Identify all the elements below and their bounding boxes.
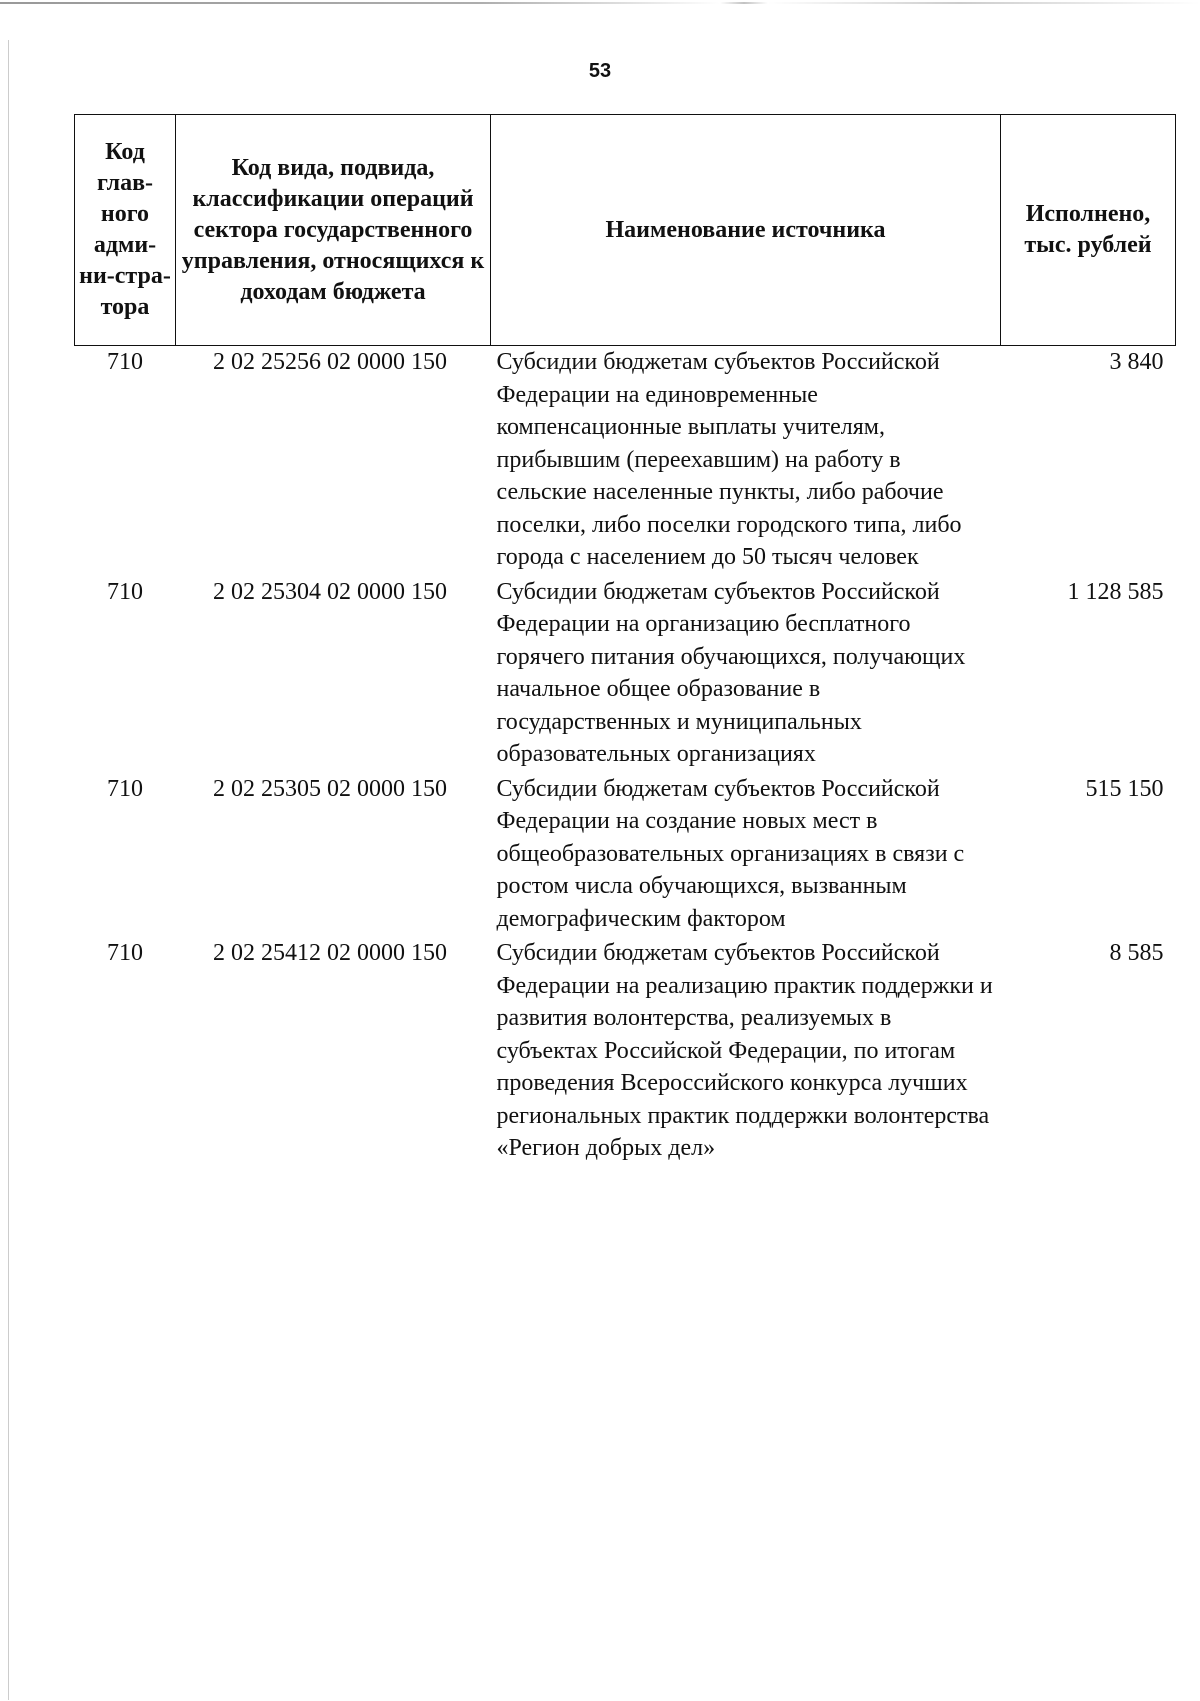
header-type-code: Код вида, подвида, классификации операций сектора государственного управления, относящихся к доходам бюджета [176, 115, 491, 346]
table-row [75, 346, 1176, 576]
table-row [75, 773, 1176, 938]
cell-executed: 3 840 [1109, 349, 1164, 375]
table-row [75, 937, 1176, 1167]
cell-source-name: Субсидии бюджетам субъектов Российской Федерации на реализацию практик поддержки и развития волонтерства, реализуемых в субъектах Российской Федерации, по итогам проведения Всероссийского конкурса лучших региональных практик поддержки волонтерства «Регион добрых дел» [496, 940, 993, 1161]
cell-executed: 1 128 585 [1067, 578, 1164, 605]
cell-admin-code: 710 [107, 940, 143, 966]
cell-type-code: 2 02 25256 02 0000 150 [213, 349, 447, 375]
cell-admin-code: 710 [107, 775, 143, 802]
cell-type-code: 2 02 25304 02 0000 150 [213, 578, 447, 605]
header-source-name: Наименование источника [491, 115, 1001, 346]
cell-source-name: Субсидии бюджетам субъектов Российской Федерации на организацию бесплатного горячего питания обучающихся, получающих начальное общее образование в государственных и муниципальных образовательных организациях [496, 578, 966, 767]
cell-source-name: Субсидии бюджетам субъектов Российской Федерации на создание новых мест в общеобразовательных организациях в связи с ростом числа обучающихся, вызванным демографическим фактором [496, 775, 965, 932]
cell-source-name: Субсидии бюджетам субъектов Российской Федерации на единовременные компенсационные выплаты учителям, прибывшим (переехавшим) на работу в сельские населенные пункты, либо рабочие поселки, либо поселки городского типа, либо города с населением до 50 тысяч человек [496, 349, 962, 570]
cell-type-code: 2 02 25412 02 0000 150 [213, 940, 447, 966]
cell-executed: 8 585 [1109, 940, 1164, 966]
cell-type-code: 2 02 25305 02 0000 150 [213, 775, 447, 802]
cell-admin-code: 710 [107, 578, 143, 605]
cell-executed: 515 150 [1085, 775, 1164, 802]
cell-admin-code: 710 [107, 349, 143, 375]
table-row [75, 576, 1176, 773]
budget-income-table [74, 114, 1176, 1167]
scan-edge-top [0, 2, 1200, 4]
page-number: 53 [588, 60, 612, 82]
table-header-row [75, 115, 1176, 346]
scan-edge-left [8, 40, 9, 1700]
header-admin-code: Код глав-ного адми-ни-стра-тора [75, 115, 176, 346]
header-executed: Исполнено, тыс. рублей [1001, 115, 1176, 346]
